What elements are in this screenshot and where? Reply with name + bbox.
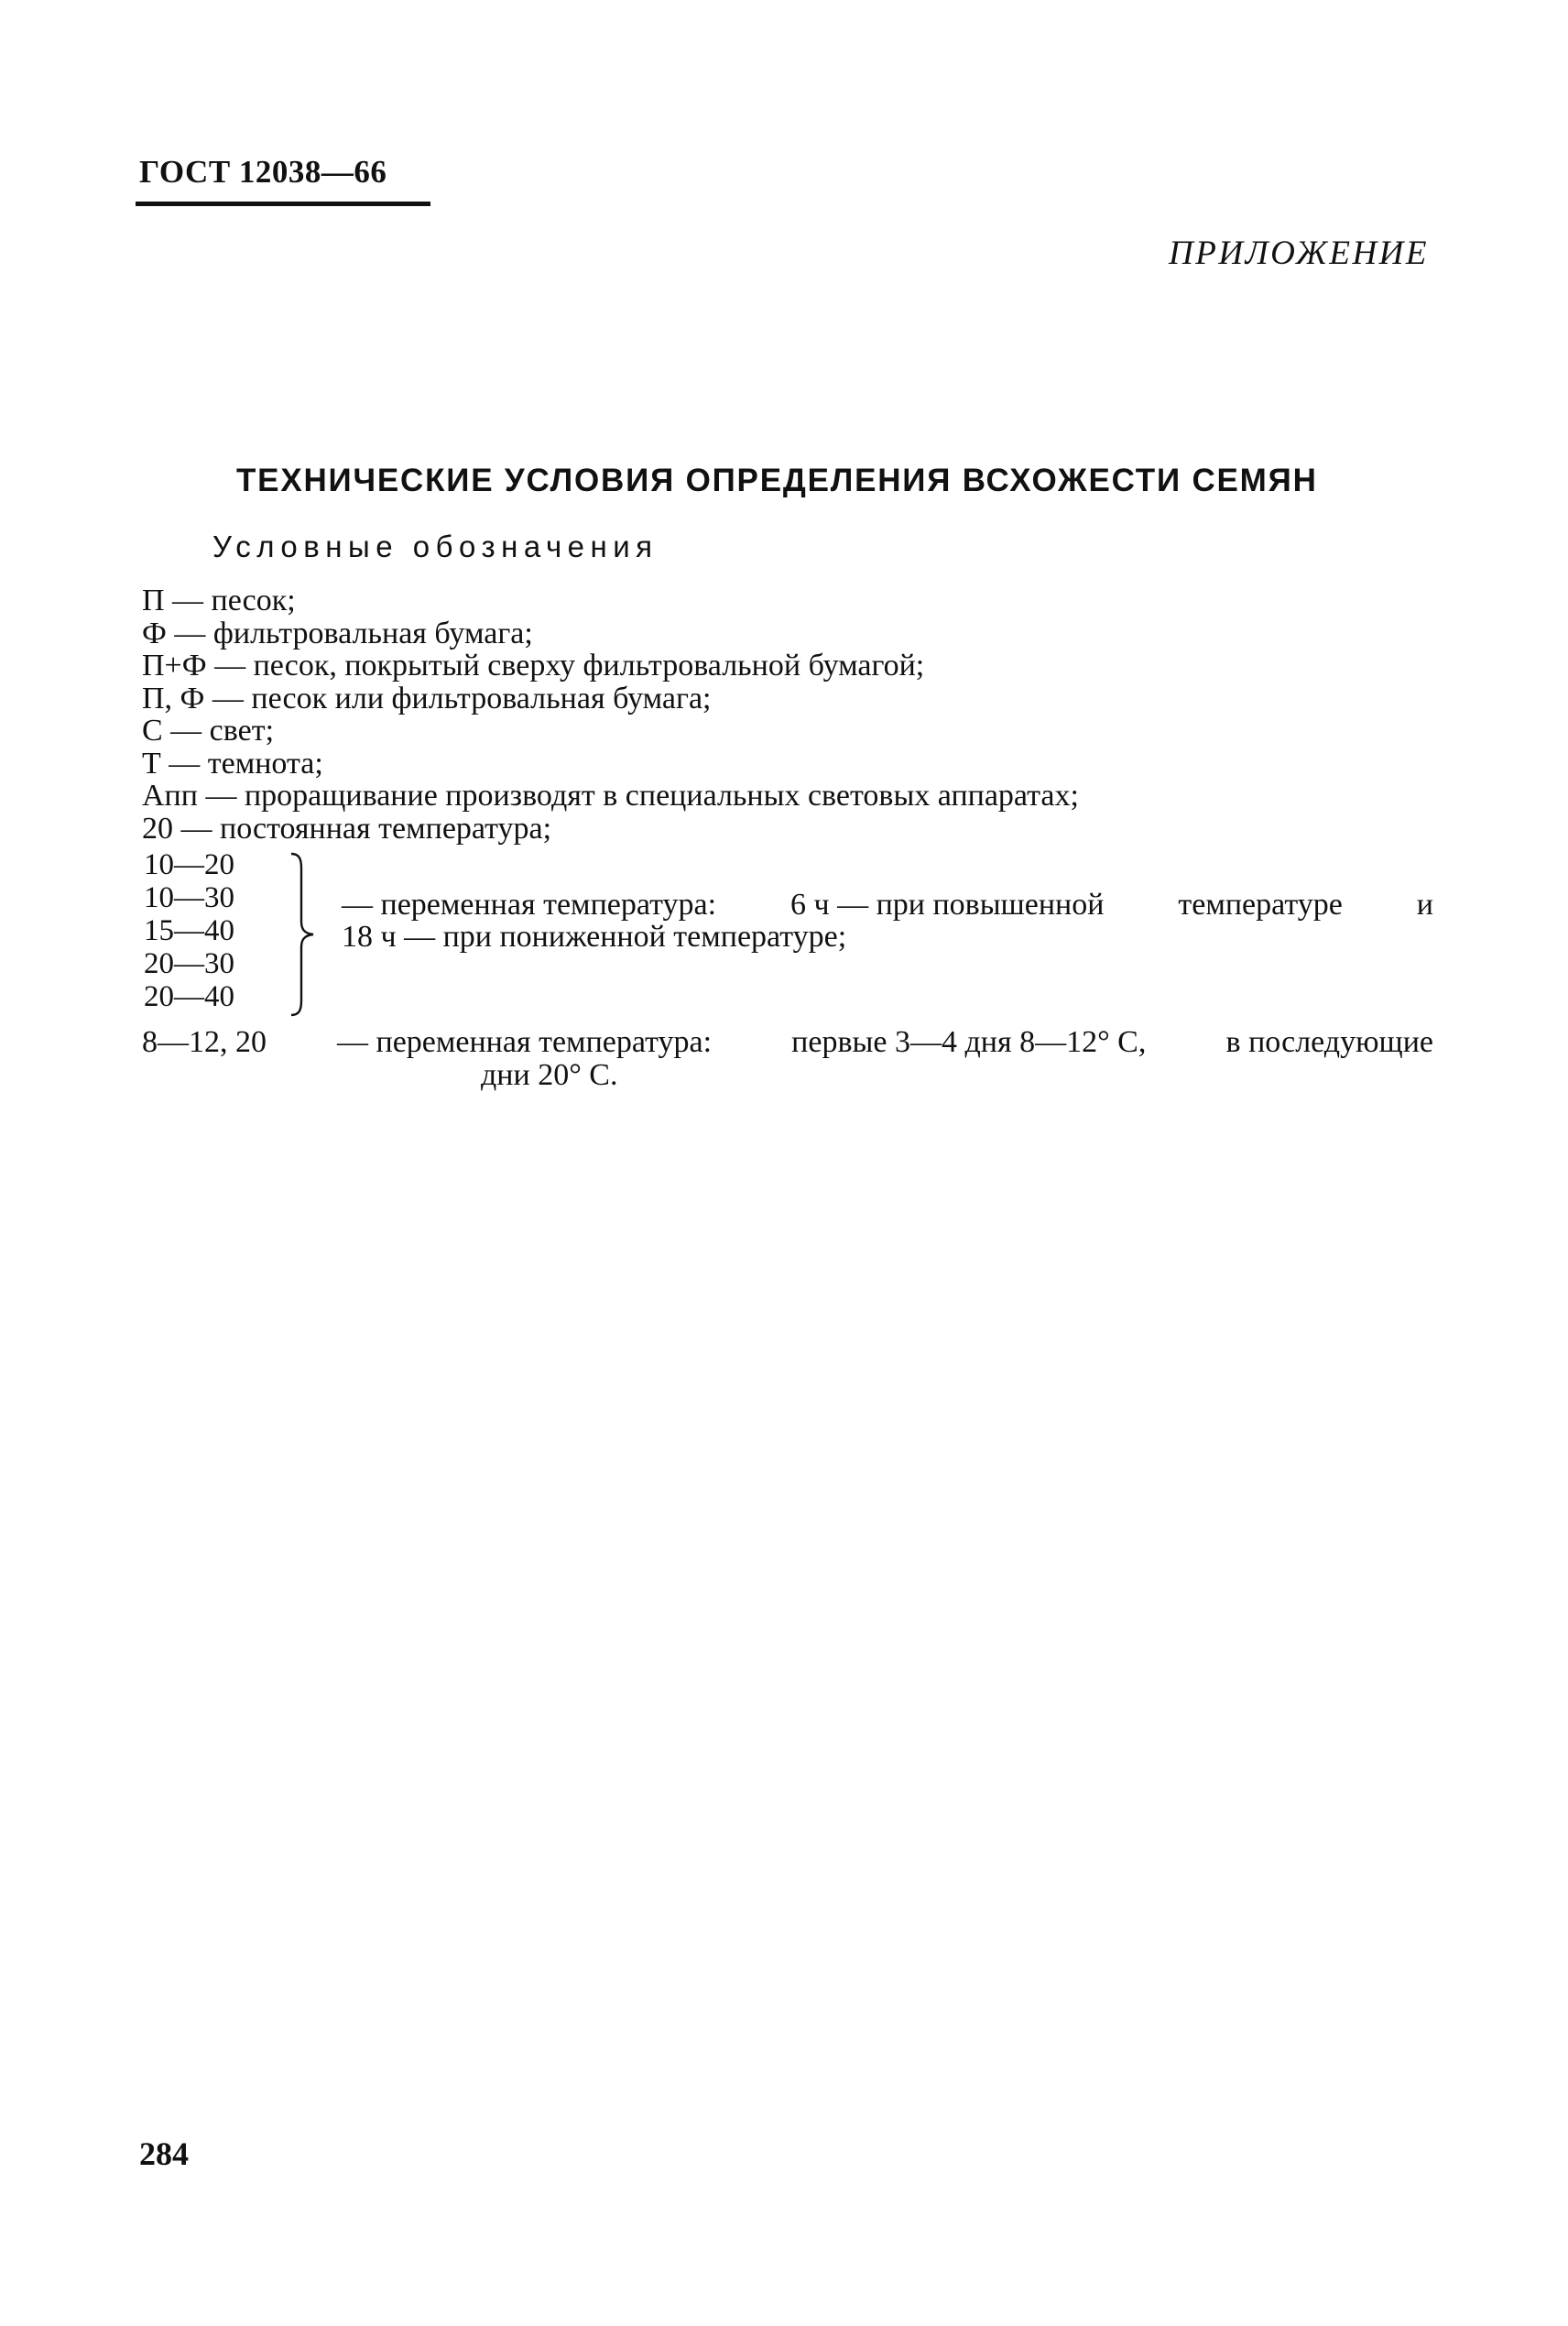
description-line: дни 20° С. [481, 1058, 618, 1092]
curly-brace [289, 852, 316, 1017]
description-part: 6 ч — при повышенной [789, 888, 1105, 922]
standard-number: ГОСТ 12038—66 [139, 154, 387, 190]
temperature-range: 20—40 [144, 980, 234, 1013]
description-line: 18 ч — при пониженной температуре; [342, 920, 847, 954]
temperature-range: 20—30 [144, 947, 234, 980]
variable-temperature-description [342, 889, 1433, 953]
description-part: первые 3—4 дня 8—12° С, [791, 1025, 1147, 1059]
temperature-range: 10—20 [144, 848, 234, 881]
legend [142, 584, 1433, 1099]
temperature-range-list [144, 848, 234, 1013]
legend-heading: Условные обозначения [212, 530, 659, 563]
temperature-range: 10—30 [144, 881, 234, 914]
appendix-label: ПРИЛОЖЕНИЕ [1169, 235, 1429, 272]
page-title: ТЕХНИЧЕСКИЕ УСЛОВИЯ ОПРЕДЕЛЕНИЯ ВСХОЖЕСТИ СЕМЯН [236, 463, 1318, 498]
legend-item: П+Ф — песок, покрытый сверху фильтровальной бумагой; [142, 649, 925, 683]
description-part: и [1416, 888, 1433, 922]
legend-item: Т — темнота; [142, 746, 323, 781]
legend-item: П, Ф — песок или фильтровальная бумага; [142, 681, 712, 715]
legend-item: Апп — проращивание производят в специальных световых аппаратах; [142, 779, 1079, 813]
header-rule [136, 202, 430, 206]
description-part: в последующие [1225, 1025, 1433, 1059]
legend-item: Ф — фильтровальная бумага; [142, 616, 533, 650]
legend-item: 20 — постоянная температура; [142, 811, 552, 846]
legend-item: П — песок; [142, 584, 296, 617]
variable-temperature-group [142, 848, 1433, 1022]
description-part: — переменная температура: [337, 1025, 713, 1059]
legend-item: С — свет; [142, 714, 275, 748]
temperature-range: 15—40 [144, 914, 234, 947]
description-part: температуре [1178, 888, 1343, 922]
description-part: — переменная температура: [342, 888, 717, 922]
legend-key: 8—12, 20 [142, 1025, 267, 1059]
page-number: 284 [139, 2135, 189, 2172]
legend-item-last [142, 1026, 1433, 1099]
legend-description [337, 1026, 1433, 1092]
